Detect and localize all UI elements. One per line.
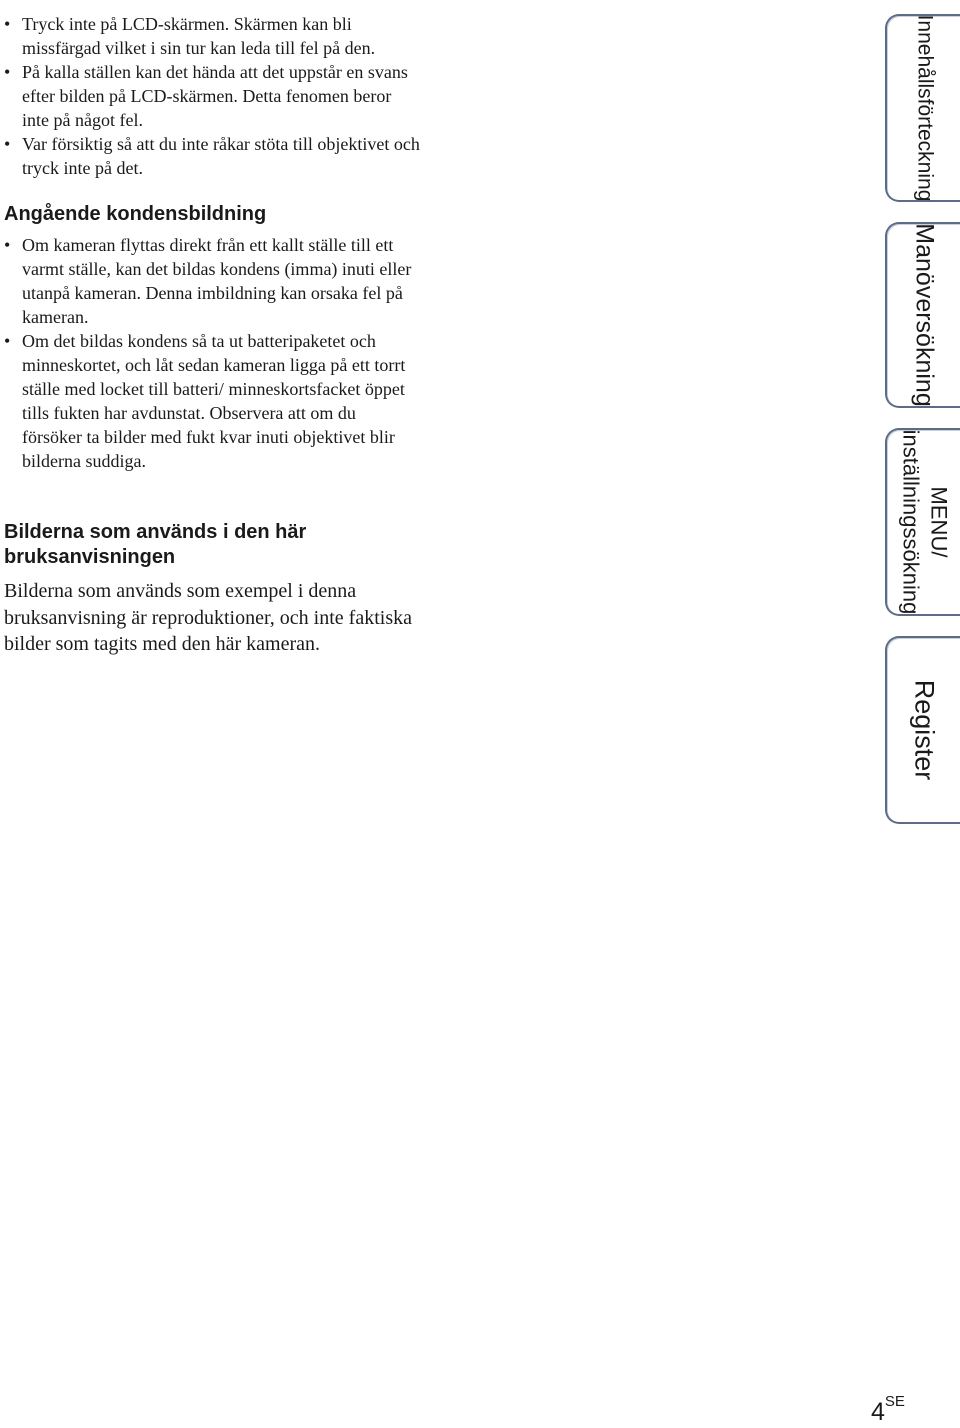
list-item: • På kalla ställen kan det hända att det uppstår en svans efter bilden på LCD-skärmen. Detta fenomen beror inte på något fel. [0, 60, 420, 132]
section-heading-kondens: Angående kondensbildning [4, 203, 267, 225]
tab-label-line-1: MENU/ [926, 486, 952, 558]
tab-innehallsforteckning[interactable] [885, 14, 960, 202]
list-item: • Var försiktig så att du inte råkar stöta till objektivet och tryck inte på det. [0, 132, 420, 180]
kondens-list [0, 233, 420, 473]
list-item: • Om kameran flyttas direkt från ett kallt ställe till ett varmt ställe, kan det bildas kondens (imma) inuti eller utanpå kameran. Denna imbildning kan orsaka fel på kameran. [0, 233, 420, 329]
precautions-list [0, 12, 420, 180]
bilder-paragraph: Bilderna som används som exempel i denna bruksanvisning är reproduktioner, och inte faktiska bilder som tagits med den här kameran. [4, 580, 412, 655]
tab-label [897, 430, 953, 615]
tab-label: Innehållsförteckning [913, 14, 937, 202]
tab-label: Manöversökning [910, 223, 939, 407]
page-number-suffix: SE [884, 1393, 905, 1410]
tab-label: Register [909, 679, 940, 781]
tab-label-line-2: inställningssökning [898, 429, 924, 615]
tab-register[interactable] [885, 636, 960, 824]
section-heading-bilder: Bilderna som används i den här bruksanvisningen [4, 521, 307, 568]
page-number-value: 4 [871, 1398, 885, 1426]
page-number [871, 1393, 905, 1427]
tab-menu-installningssokning[interactable] [885, 428, 960, 616]
list-item: • Tryck inte på LCD-skärmen. Skärmen kan bli missfärgad vilket i sin tur kan leda till fel på den. [0, 12, 420, 60]
list-item: • Om det bildas kondens så ta ut batteripaketet och minneskortet, och låt sedan kameran ligga på ett torrt ställe med locket till batteri/ minneskortsfacket öppet tills fukten har avdunstat. Observera att om du försöker ta bilder med fukt kvar inuti objektivet blir bilderna suddiga. [0, 329, 420, 473]
tab-manoversokning[interactable] [885, 222, 960, 408]
